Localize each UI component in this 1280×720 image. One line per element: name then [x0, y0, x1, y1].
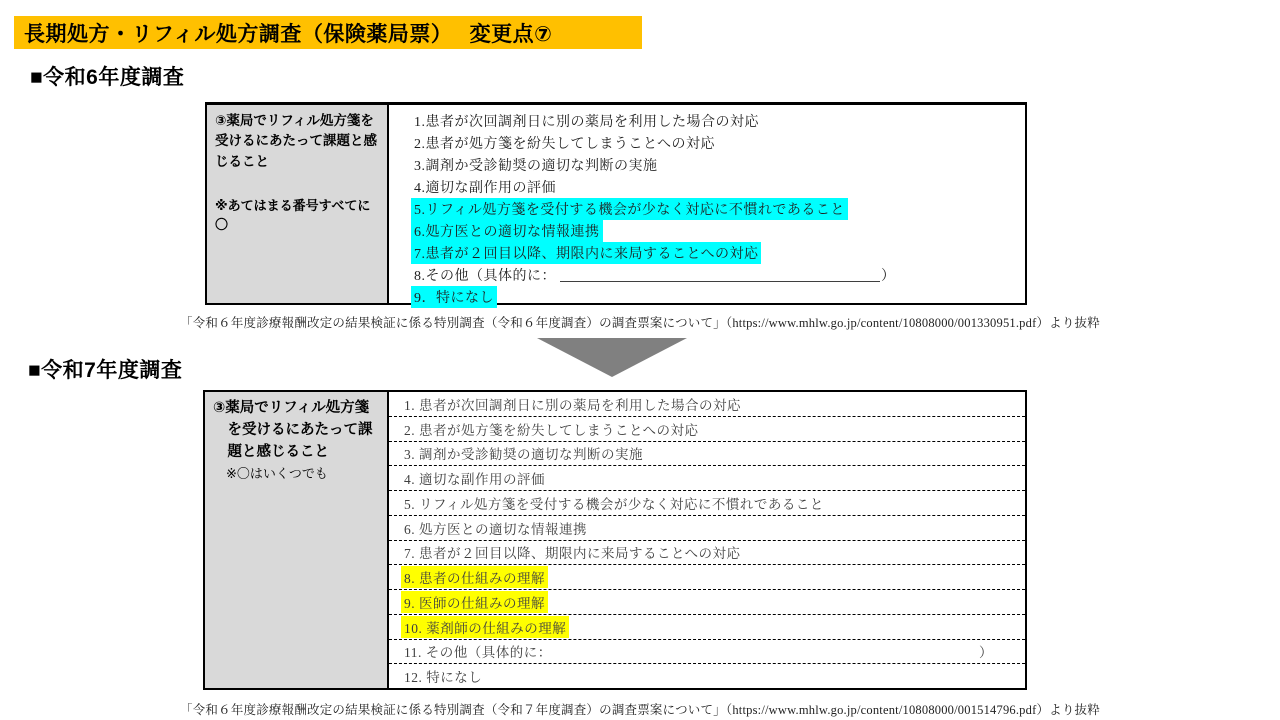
option-row [411, 220, 1017, 242]
option-row [411, 132, 1017, 154]
down-arrow-icon [537, 338, 687, 377]
option-row-other [411, 264, 1017, 286]
survey-table-r7 [203, 390, 1027, 690]
option-text: 7. 患者が２回目以降、期限内に来局することへの対応 [404, 546, 741, 562]
question-note: ※〇はいくつでも [226, 466, 328, 482]
option-text: 10. 薬剤師の仕組みの理解 [401, 616, 569, 638]
option-row [389, 417, 1025, 442]
option-row [389, 590, 1025, 615]
option-text: 5.リフィル処方箋を受付する機会が少なく対応に不慣れであること [411, 198, 848, 220]
option-row [389, 392, 1025, 417]
option-text: 2.患者が処方箋を紛失してしまうことへの対応 [414, 137, 715, 152]
option-row [411, 176, 1017, 198]
option-text: 9. 医師の仕組みの理解 [401, 591, 548, 613]
option-suffix: ） [979, 645, 993, 661]
option-text: 12. 特になし [404, 670, 483, 686]
option-row [411, 110, 1017, 132]
option-row [389, 466, 1025, 491]
option-text: 8. 患者の仕組みの理解 [401, 566, 548, 588]
citation-r7: 「令和６年度診療報酬改定の結果検証に係る特別調査（令和７年度調査）の調査票案について」（https://www.mhlw.go.jp/content/10808000/001514796.pdf）より抜粋 [180, 703, 1100, 717]
option-text: 3.調剤か受診勧奨の適切な判断の実施 [414, 159, 658, 174]
option-row [411, 286, 1017, 308]
option-text: 4.適切な副作用の評価 [414, 181, 556, 196]
option-row [389, 516, 1025, 541]
page-title [14, 16, 642, 49]
option-text: 3. 調剤か受診勧奨の適切な判断の実施 [404, 447, 643, 463]
option-text: 1.患者が次回調剤日に別の薬局を利用した場合の対応 [414, 115, 759, 130]
option-text: 6.処方医との適切な情報連携 [411, 220, 603, 242]
section-heading-r6: ■令和6年度調査 [30, 66, 185, 89]
option-row [389, 664, 1025, 688]
option-text: 4. 適切な副作用の評価 [404, 472, 545, 488]
option-text: 6. 処方医との適切な情報連携 [404, 521, 587, 537]
option-text: 7.患者が２回目以降、期限内に来局することへの対応 [411, 242, 761, 264]
question-note: ※あてはまる番号すべてに〇 [215, 197, 371, 233]
option-row [411, 154, 1017, 176]
question-cell-r6 [207, 105, 389, 303]
option-row [389, 541, 1025, 566]
option-row [389, 565, 1025, 590]
option-row-other [389, 640, 1025, 665]
page-title-text: 長期処方・リフィル処方調査（保険薬局票） 変更点⑦ [24, 22, 553, 46]
question-cell-r7 [205, 392, 389, 688]
option-row [389, 491, 1025, 516]
option-text: 1. 患者が次回調剤日に別の薬局を利用した場合の対応 [404, 397, 741, 413]
question-text: ③薬局でリフィル処方箋を受けるにあたって課題と感じること [215, 113, 377, 169]
survey-table-r6 [205, 102, 1027, 305]
option-text: 11. その他（具体的に： [404, 645, 552, 661]
option-row [389, 442, 1025, 467]
option-suffix: ） [881, 269, 896, 284]
option-row [389, 615, 1025, 640]
fill-in-blank-line [560, 269, 880, 282]
option-row [411, 242, 1017, 264]
section-heading-r7: ■令和7年度調査 [28, 359, 183, 382]
options-cell-r6 [389, 105, 1025, 306]
citation-r6: 「令和６年度診療報酬改定の結果検証に係る特別調査（令和６年度調査）の調査票案について」（https://www.mhlw.go.jp/content/10808000/001330951.pdf）より抜粋 [180, 316, 1100, 330]
question-text: ③薬局でリフィル処方箋を受けるにあたって課題と感じること [213, 400, 373, 460]
option-text: 9．特になし [411, 286, 497, 308]
option-text: 2. 患者が処方箋を紛失してしまうことへの対応 [404, 422, 699, 438]
options-cell-r7 [389, 392, 1025, 688]
option-row [411, 198, 1017, 220]
option-text: 8.その他（具体的に： [414, 269, 556, 284]
option-text: 5. リフィル処方箋を受付する機会が少なく対応に不慣れであること [404, 496, 824, 512]
